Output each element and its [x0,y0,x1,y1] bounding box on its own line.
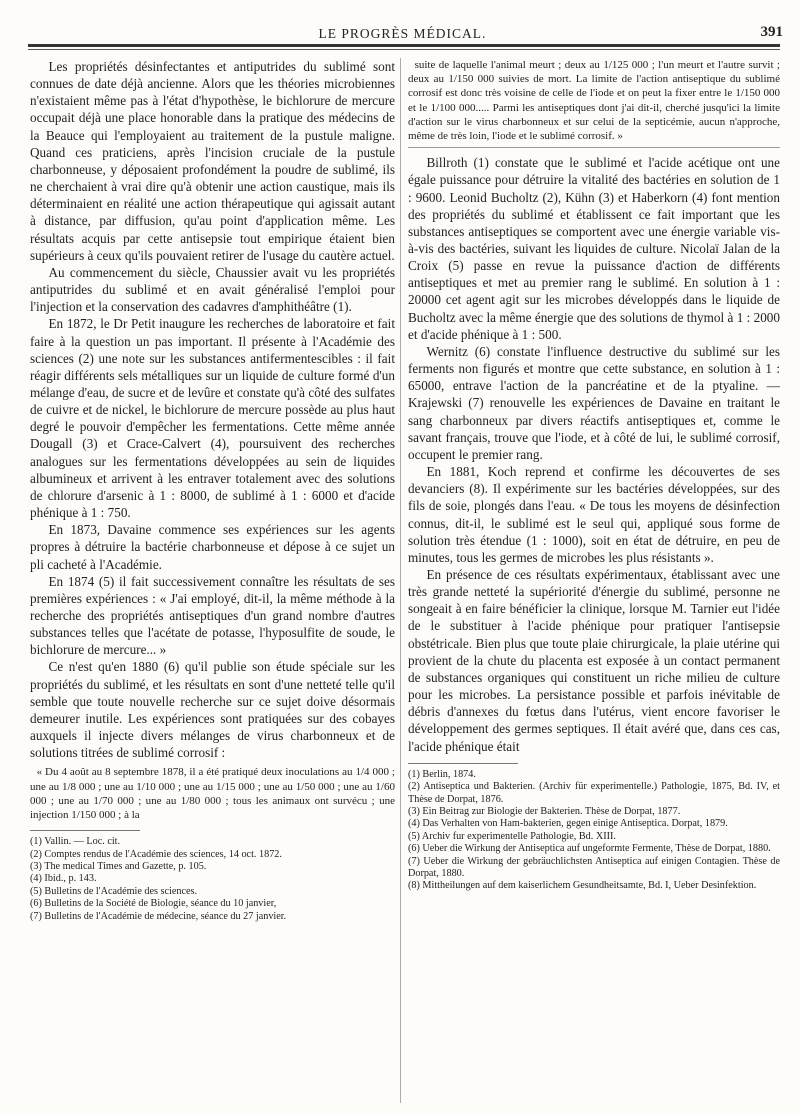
quote-block: suite de laquelle l'animal meurt ; deux au 1/125 000 ; l'un meurt et l'autre survit ; deux au 1/150 000 suivies de mort. La limite de l'action antiseptique du sublimé corrosif est donc très voisine de celle de l'iode et on peut la fixer entre le 1/150 000 et le 1/100 000..... Parmi les antiseptiques dont j'ai dit-il, cherché jusqu'ici la limite d'action sur le virus charbonneux et sur celui de la septicémie, aucun n'approche, même de très loin, l'iode et le sublimé corrosif. » [408,59,780,143]
left-column [30,58,395,923]
footnote: (5) Bulletins de l'Académie des sciences. [30,885,198,897]
header-rule-thin [28,49,780,50]
footnote: (4) Ibid., p. 143. [30,873,97,885]
footnote: (7) Bulletins de l'Académie de médecine, séance du 27 janvier. [30,910,287,922]
paragraph: En présence de ces résultats expérimentaux, établissant avec une très grande netteté la supériorité d'énergie du sublimé, personne ne songeait à en faire bénéficier la clinique, lorsque M. Tarnier eut l'idée de le substituer à l'acide phénique pour pratiquer l'antisepsie obstétricale. Bien plus que toute plaie chirurgicale, la plaie utérine qui provient de la chute du placenta est exposée à un contact permanent de substances organiques qui constituent un riche milieu de culture pour les microbes. La persistance possible et parfois inévitable de débris d'annexes du fœtus dans l'utérus, vient encore favoriser le développement des germes septiques. Il était avéré que, dans ces cas, l'acide phénique était [408,566,780,754]
footnote: (4) Das Verhalten von Ham-bakterien, gegen einige Antiseptica. Dorpat, 1879. [408,818,728,830]
paragraph: En 1872, le Dr Petit inaugure les recherches de laboratoire et fait faire à la question un pas important. Il présente à l'Académie des sciences (2) une note sur les substances antifermentescibles : il fait réagir différents sels métalliques sur un liquide de culture formé d'un mélange d'eau, de sucre et de levûre et constate qu'à côté des sulfates de cuivre et de nickel, le bichlorure de mercure possède au plus haut degré le pouvoir d'empêcher les fermentations. Cette même année Dougall (3) et Crace-Calvert (4), poursuivent des recherches analogues sur les fermentations développées au sein de liquides albumineux et arrivent à les entraver totalement avec des solutions de chlorure d'arsenic à 1 : 8000, de sublimé à 1 : 6000 et d'acide phénique à 1 : 750. [30,316,395,521]
column-divider [400,58,401,1103]
footnote: (7) Ueber die Wirkung der gebräuchlichsten Antiseptica auf einigen Contagien. Thèse de Dorpat, 1880. [408,855,780,879]
footnote: (5) Archiv fur experimentelle Pathologie, Bd. XIII. [408,830,616,842]
page-number: 391 [760,24,783,40]
header-rule-thick [28,44,780,47]
journal-title: LE PROGRÈS MÉDICAL. [318,26,487,41]
paragraph: Ce n'est qu'en 1880 (6) qu'il publie son étude spéciale sur les propriétés du sublimé, et les résultats en sont d'une netteté telle qu'il semble que toute nouvelle recherche sur ce sujet doive désormais demeurer inutile. Les expériences sont pratiquées sur des cobayes auxquels il injecte divers mélanges de virus charbonneux et de solutions titrées de sublimé corrosif : [30,659,395,761]
page-header [20,20,785,46]
footnote-rule [30,830,140,831]
paragraph: En 1873, Davaine commence ses expériences sur les agents propres à détruire la bactérie charbonneuse et dépose à ce sujet un pli cacheté à l'Académie. [30,522,395,572]
footnote: (1) Vallin. — Loc. cit. [30,836,121,848]
footnote-rule [408,763,518,764]
footnote: (6) Bulletins de la Société de Biologie, séance du 10 janvier, [30,898,277,910]
footnote: (3) Ein Beitrag zur Biologie der Bakterien. Thèse de Dorpat, 1877. [408,805,681,817]
right-column [408,58,780,893]
footnote: (2) Antiseptica und Bakterien. (Archiv für experimentelle.) Pathologie, 1875, Bd. IV, et Thèse de Dorpat, 1876. [408,781,780,805]
quote-block: « Du 4 août au 8 septembre 1878, il a été pratiqué deux inoculations au 1/4 000 ; une au 1/8 000 ; une au 1/10 000 ; une au 1/15 000 ; une au 1/50 000 ; une au 1/60 000 ; une au 1/70 000 ; une au 1/80 000 ; tous les animaux ont survécu ; une injection 1/150 000 ; à la [30,766,395,822]
paragraph: Les propriétés désinfectantes et antiputrides du sublimé sont connues de date déjà ancienne. Alors que les théories microbiennes n'existaient même pas à l'état d'hypothèse, le bichlorure de mercure occupait déjà une place honorable dans la pratique des médecins de la Beauce qui l'employaient au traitement de la pustule maligne. Quand ces praticiens, après l'incision cruciale de la pustule charbonneuse, y déposaient profondément la poudre de sublimé, ils ne cherchaient à vrai dire qu'à obtenir une action caustique, mais ils déterminaient en réalité une action thérapeutique qui agissait autant à distance, par diffusion, qu'au point d'application même. Les résultats acquis par cette antisepsie tout empirique étaient bien supérieurs à ceux qu'ils pouvaient retirer de l'usage du cautère actuel. [30,59,395,263]
footnote: (3) The medical Times and Gazette, p. 105. [30,861,207,873]
footnote: (2) Comptes rendus de l'Académie des sciences, 14 oct. 1872. [30,848,282,860]
paragraph: En 1881, Koch reprend et confirme les découvertes de ses devanciers (8). Il expérimente sur les bactéries développées, sur des fils de soie, plongés dans l'eau. « De tous les moyens de désinfection connus, dit-il, le sublimé est le seul qui, appliqué sous forme de solution très étendue (1 : 1000), soit en état de détruire, en peu de minutes, tous les germes de microbes les plus résistants ». [408,464,780,565]
paragraph: Billroth (1) constate que le sublimé et l'acide acétique ont une égale puissance pour détruire la vitalité des bactéries en solution de 1 : 9600. Leonid Bucholtz (2), Kühn (3) et Haberkorn (4) font mention des propriétés du sublimé et établissent ce fait important que les substances antiseptiques se comportent avec une énergie variable vis-à-vis des bactéries, suivant les liquides de culture. Nicolaï Jalan de la Croix (5) passe en revue la puissance d'action de différents antiseptiques et met au premier rang le sublimé. En solution à 1 : 20000 cet agent agit sur les microbes développés dans le liquide de Bucholtz avec la même énergie que des solutions de thymol à 1 : 2000 et d'acide phénique à 1 : 500. [408,155,780,342]
paragraph: En 1874 (5) il fait successivement connaître les résultats de ses premières expériences : « J'ai employé, dit-il, la même méthode à la recherche des propriétés antiseptiques d'un grand nombre d'autres substances telles que l'acétate de potasse, l'hyposulfite de soude, le bichlorure de mercure... » [30,573,395,658]
paragraph: Au commencement du siècle, Chaussier avait vu les propriétés antiputrides du sublimé et en avait généralisé l'emploi pour l'injection et la conservation des cadavres d'amphithéâtre (1). [30,264,395,315]
footnote: (8) Mittheilungen auf dem kaiserlichem Gesundheitsamte, Bd. I, Ueber Desinfektion. [408,880,757,892]
footnote: (6) Ueber die Wirkung der Antiseptica auf ungeformte Fermente, Thèse de Dorpat, 1880. [408,843,771,855]
paragraph: Wernitz (6) constate l'influence destructive du sublimé sur les ferments non figurés et montre que cette substance, en solution à 1 : 65000, entrave l'action de la pancréatine et de la ptyaline. — Krajewski (7) renouvelle les expériences de Davaine en traitant le sang charbonneux par divers réactifs antiseptiques et, comme le savant français, trouve que l'iode, et à côté de lui, le sublimé corrosif, occupent le premier rang. [408,343,780,462]
quote-continuation [408,58,780,148]
footnote: (1) Berlin, 1874. [408,768,476,780]
